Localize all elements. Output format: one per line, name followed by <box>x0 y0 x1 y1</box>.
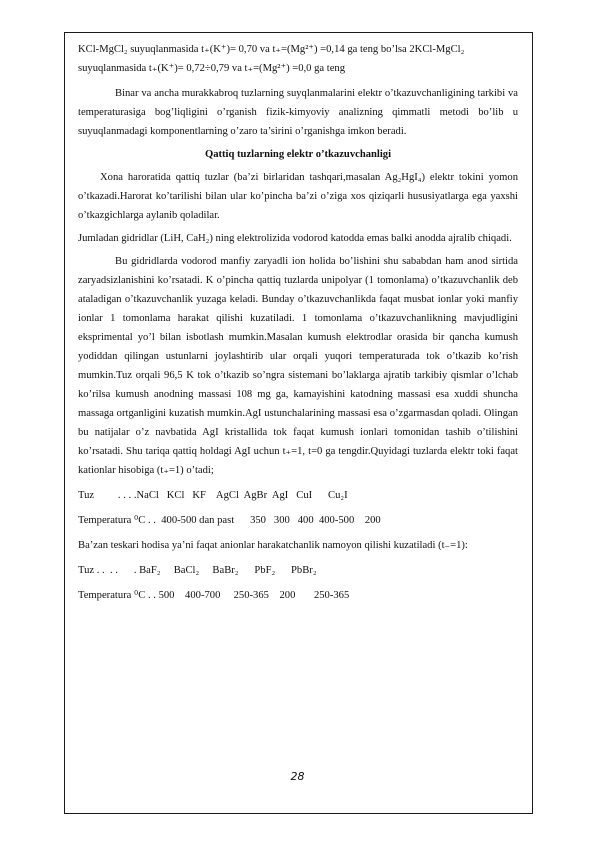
table-row-salts-cations: Tuz . . . .NaCl KCl KF AgCl AgBr AgI CuI Cu₂I <box>78 490 348 501</box>
document-body <box>78 40 518 605</box>
paragraph-bu-gidridlarda: Bu gidridlarda vodorod manfiy zaryadli ion holida bo’lishini shu sababdan ham anod sirtida zaryadsizlanishini ko’rsatadi. K o’pincha qattiq tuzlarda unipolyar (1 tomonlama) o’tkazuvchanlik deb ataladigan o’tkazuvchanlik yuzaga keladi. Bunday o’tkazuvchanlikda faqat musbat ionlar yoki manfiy ionlar 1 tomonlama harakat qilishi kuzatiladi. 1 tomonlama o’tkazuvchanlikning mavjudligini eksprimental yo’l bilan isbotlash mumkin.Masalan kumush elektrodlar orasida bir qancha kumush yodiddan qilingan ustunlarni joylashtirib ular orqali yuqori temperaturada tok o’tkazib ko’rish mumkin.Tuz orqali 96,5 K tok o’tkazib so’ngra sistemani bo’laklarga ajratib tarkibiy qismlar o’lchab ko’rilsa kumush anodning massasi 108 mg ga, kamayishini katodning massasi esa xuddi shuncha massaga ortganligini kuzatish mumkin.AgI ustunchalarining massasi esa o’zgarmasdan qoladi. Olingan bu natijalar o’z navbatida AgI kristallida tok faqat kumush ionlari tomonidan tashib o’tilishini ko’rsatadi. Shu tariqa qattiq holdagi AgI uchun t₊=1, t=0 ga tengdir.Quyidagi tuzlarda elektr toki faqat kationlar hisobiga (t₊=1) o’tadi; <box>78 256 518 476</box>
page-number: 28 <box>290 770 305 783</box>
table-row-temperatures-anions: Temperatura ⁰C . . 500 400-700 250-365 200 250-365 <box>78 590 350 601</box>
paragraph-kcl-mgcl2-line1: KCl-MgCl₂ suyuqlanmasida t₊(K⁺)= 0,70 va t₊=(Mg²⁺) =0,14 ga teng bo’lsa 2KCl-MgCl₂ <box>78 44 465 55</box>
paragraph-binar-tuzlar: Binar va ancha murakkabroq tuzlarning suyqlanmalarini elektr o’tkazuvchanligining tarkibi va temperaturasiga bog’liqligini o’rganish fizik-kimyoviy analizning qimmatli metodi bo’lib u suyuqlanmadagi komponentlarning o’zaro ta’sirini o’rganishga imkon beradi. <box>78 88 518 137</box>
paragraph-xona-haroratida: Xona haroratida qattiq tuzlar (ba’zi birlaridan tashqari,masalan Ag₂HgI₄) elektr tokini yomon o’tkazadi.Harorat ko’tarilishi bilan ular ko’pincha ba’zi o’ziga xos qiziqarli hususiyatlarga ega yaxshi o’tkazgichlarga aylanib qoladilar. <box>78 172 518 221</box>
table-row-temperatures-cations: Temperatura ⁰C . . 400-500 dan past 350 300 400 400-500 200 <box>78 515 381 526</box>
paragraph-kcl-mgcl2-line2: suyuqlanmasida t₊(K⁺)= 0,72÷0,79 va t₊=(Mg²⁺) =0,0 ga teng <box>78 63 346 74</box>
table-row-salts-anions: Tuz . . . . . BaF₂ BaCl₂ BaBr₂ PbF₂ PbBr₂ <box>78 565 317 576</box>
paragraph-gidridlar: Jumladan gidridlar (LiH, CaH₂) ning elektrolizida vodorod katodda emas balki anodda ajralib chiqadi. <box>78 233 512 244</box>
section-heading: Qattiq tuzlarning elektr o’tkazuvchanligi <box>204 149 392 160</box>
note-anions: Ba’zan teskari hodisa ya’ni faqat anionlar harakatchanlik namoyon qilishi kuzatiladi (t₋=1): <box>78 540 468 551</box>
